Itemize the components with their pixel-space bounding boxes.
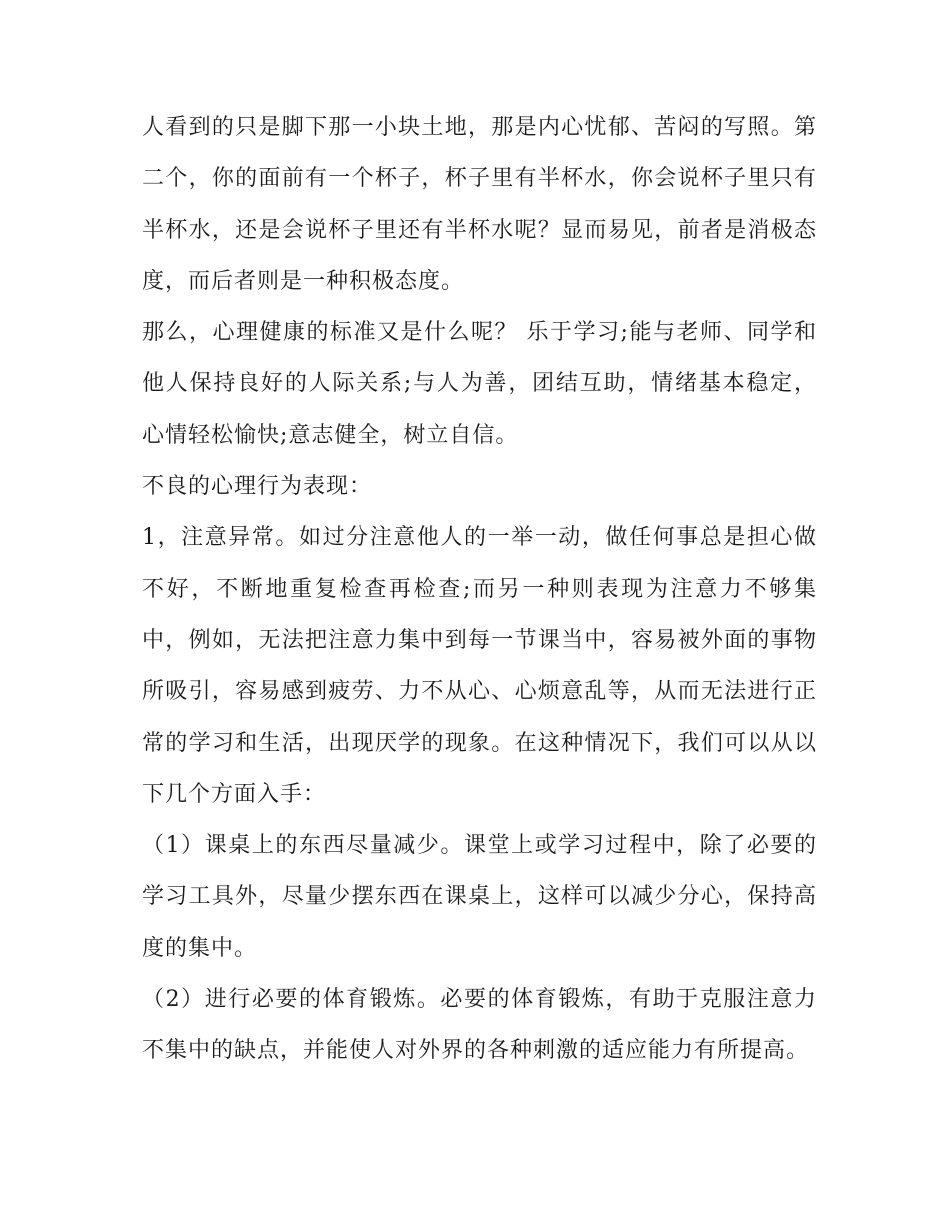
paragraph-attention-abnormality: 1，注意异常。如过分注意他人的一举一动，做任何事总是担心做不好，不断地重复检查再检查;而另一种则表现为注意力不够集中，例如，无法把注意力集中到每一节课当中，容易被外面的事物所吸引，容易感到疲劳、力不从心、心烦意乱等，从而无法进行正常的学习和生活，出现厌学的现象。在这种情况下，我们可以从以下几个方面入手： — [142, 525, 817, 807]
document-body — [142, 102, 817, 1077]
paragraph-bad-behavior-heading: 不良的心理行为表现： — [142, 474, 373, 500]
paragraph-mindset-examples: 人看到的只是脚下那一小块土地，那是内心忧郁、苦闷的写照。第二个，你的面前有一个杯子，杯子里有半杯水，你会说杯子里只有半杯水，还是会说杯子里还有半杯水呢？显而易见，前者是消极态度，而后者则是一种积极态度。 — [142, 115, 817, 294]
paragraph-tip-exercise: （2）进行必要的体育锻炼。必要的体育锻炼，有助于克服注意力不集中的缺点，并能使人对外界的各种刺激的适应能力有所提高。 — [142, 987, 817, 1064]
paragraph-mental-health-standard: 那么，心理健康的标准又是什么呢？ 乐于学习;能与老师、同学和他人保持良好的人际关系;与人为善，团结互助，情绪基本稳定，心情轻松愉快;意志健全，树立自信。 — [142, 320, 817, 448]
paragraph-tip-desk: （1）课桌上的东西尽量减少。课堂上或学习过程中，除了必要的学习工具外，尽量少摆东西在课桌上，这样可以减少分心，保持高度的集中。 — [142, 833, 817, 961]
